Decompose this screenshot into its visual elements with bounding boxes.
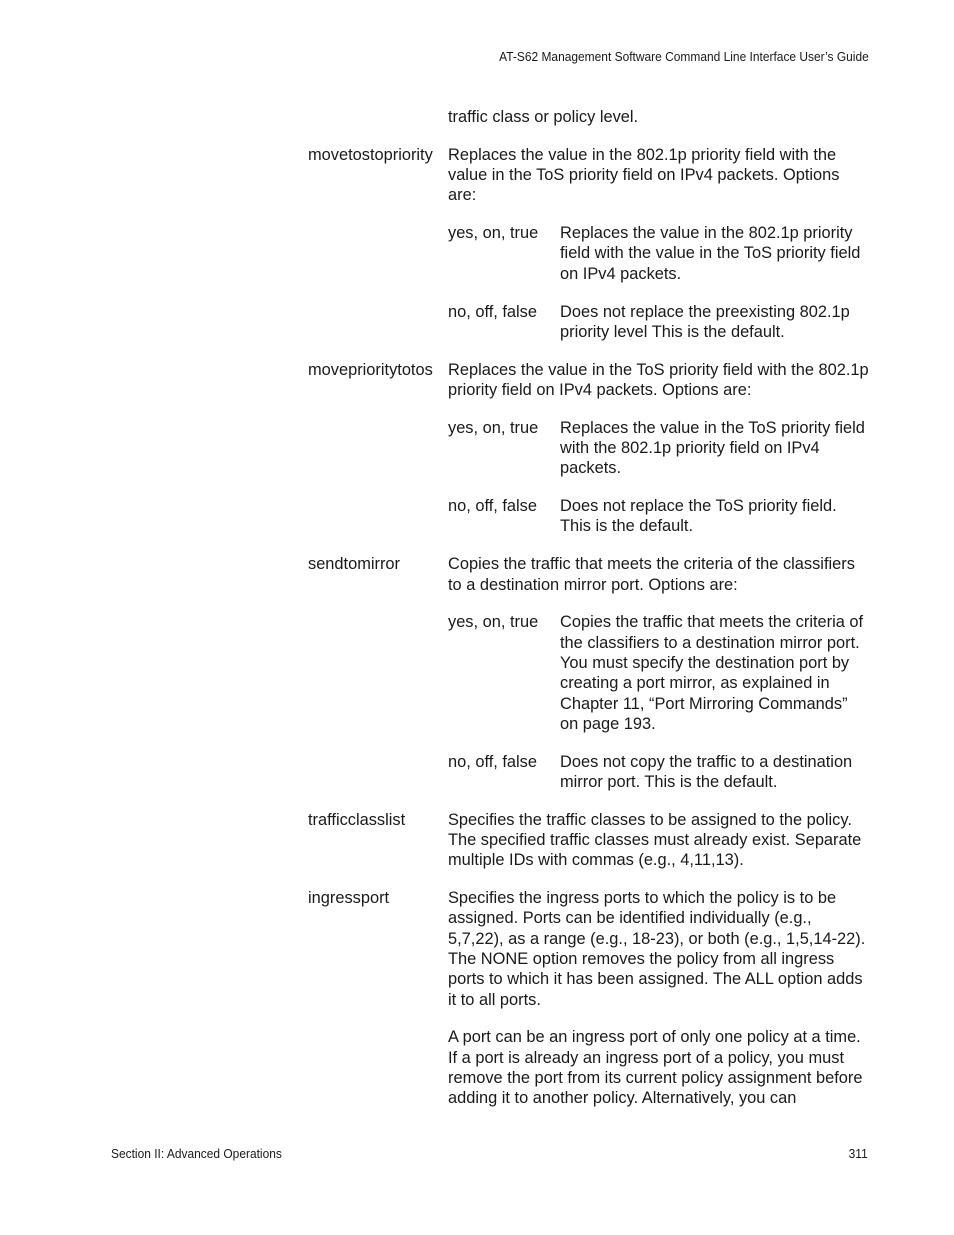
param-description: Copies the traffic that meets the criteria of the classifiers to a destination mirror port. Options are:: [448, 555, 855, 594]
param-term: trafficclasslist: [308, 810, 406, 829]
option-row: [448, 418, 870, 479]
option-description: Replaces the value in the 802.1p priority field with the value in the ToS priority field on IPv4 packets.: [560, 224, 861, 283]
option-row: [448, 302, 870, 343]
option-description: Does not replace the preexisting 802.1p priority level This is the default.: [560, 302, 850, 341]
param-moveprioritytotos: [308, 360, 870, 401]
option-description: Copies the traffic that meets the criteria of the classifiers to a destination mirror port. You must specify the destination port by creating a port mirror, as explained in Chapter 11, “Port Mirroring Commands” on page 193.: [560, 613, 864, 733]
option-description: Does not copy the traffic to a destination mirror port. This is the default.: [560, 752, 853, 791]
option-key: yes, on, true: [448, 224, 539, 243]
param-ingressport-note: [308, 1027, 870, 1108]
param-description: Replaces the value in the ToS priority field with the 802.1p priority field on IPv4 packets. Options are:: [448, 360, 869, 399]
option-description: Replaces the value in the ToS priority field with the 802.1p priority field on IPv4 packets.: [560, 418, 865, 478]
option-key: yes, on, true: [448, 613, 539, 632]
param-term: ingressport: [308, 889, 390, 908]
page-number: 311: [848, 1146, 868, 1161]
param-sendtomirror: [308, 554, 870, 595]
param-term: movetostopriority: [308, 145, 433, 164]
option-row: [448, 496, 870, 537]
param-trafficclasslist: [308, 810, 870, 871]
param-description: Replaces the value in the 802.1p priority field with the value in the ToS priority field on IPv4 packets. Options are:: [448, 145, 840, 205]
param-movetostopriority: [308, 145, 870, 206]
option-description: Does not replace the ToS priority field. This is the default.: [560, 497, 837, 536]
parameter-list: [308, 107, 870, 1126]
param-description: Specifies the ingress ports to which the policy is to be assigned. Ports can be identified individually (e.g., 5,7,22), as a range (e.g., 18-23), or both (e.g., 1,5,14-22). The NONE option removes the policy from all ingress ports to which it has been assigned. The ALL option adds it to all ports.: [448, 889, 866, 1009]
continuation-text: traffic class or policy level.: [448, 108, 639, 126]
param-term: movepriority​totos: [308, 360, 433, 379]
footer-section: Section II: Advanced Operations: [111, 1146, 282, 1161]
running-header: AT-S62 Management Software Command Line Interface User’s Guide: [499, 49, 869, 64]
option-key: yes, on, true: [448, 418, 539, 437]
param-term: sendtomirror: [308, 555, 400, 574]
option-key: no, off, false: [448, 497, 537, 516]
param-ingressport: [308, 888, 870, 1010]
option-key: no, off, false: [448, 752, 537, 771]
option-row: [448, 612, 870, 734]
option-key: no, off, false: [448, 302, 537, 321]
param-note: A port can be an ingress port of only one policy at a time. If a port is already an ingress port of a policy, you must remove the port from its current policy assignment before adding it to another policy. Alternatively, you can: [448, 1028, 863, 1108]
param-description: Specifies the traffic classes to be assigned to the policy. The specified traffic classes must already exist. Separate multiple IDs with commas (e.g., 4,11,13).: [448, 810, 862, 870]
option-row: [448, 752, 870, 793]
option-row: [448, 223, 870, 284]
